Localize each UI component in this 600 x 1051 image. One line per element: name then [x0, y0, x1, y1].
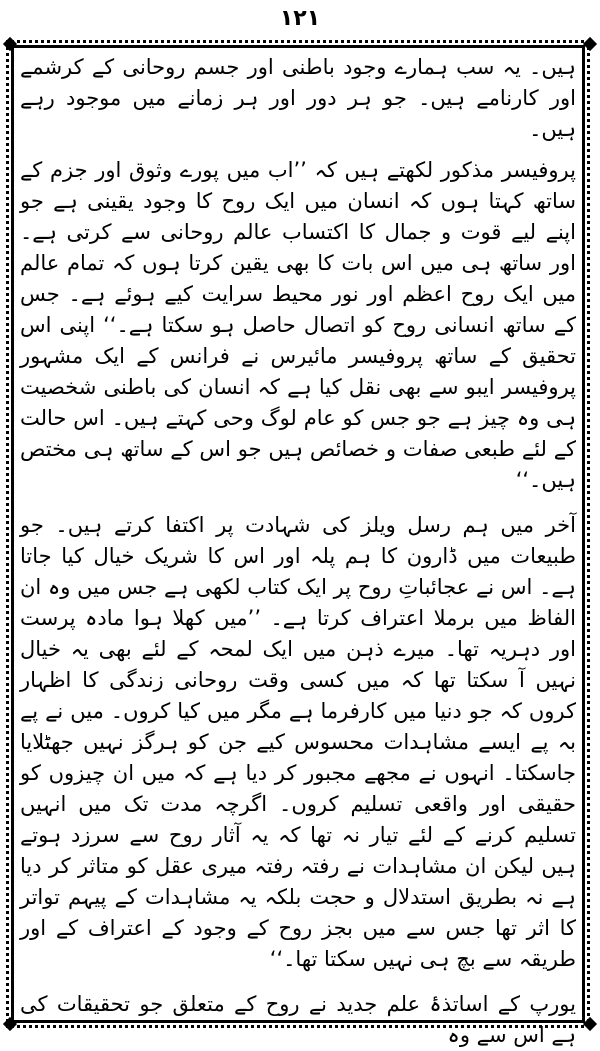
page-body — [20, 52, 576, 1047]
page-number: ۱۲۱ — [279, 6, 321, 31]
paragraph: یورپ کے اساتذۂ علم جدید نے روح کے متعلق جو تحقیقات کی ہے اس سے وہ — [20, 992, 576, 1047]
paragraph: آخر میں ہم رسل ویلز کی شہادت پر اکتفا کرتے ہیں۔ جو طبیعات میں ڈارون کا ہم پلہ اور اس کا شریک خیال کیا جاتا ہے۔ اس نے عجائباتِ روح پر ایک کتاب لکھی ہے جس میں وہ ان الفاظ میں برملا اعتراف کرتا ہے۔ ’’میں کھلا ہوا مادہ پرست اور دہریہ تھا۔ میرے ذہن میں ایک لمحہ کے لئے بھی یہ خیال نہیں آ سکتا تھا کہ میں کسی وقت روحانی زندگی کا اظہار کروں کہ جو دنیا میں کارفرما ہے مگر میں کیا کروں۔ میں نے پے بہ پے ایسے مشاہدات محسوس کیے جن کو ہرگز نہیں جھٹلایا جاسکتا۔ انہوں نے مجھے مجبور کر دیا ہے کہ میں ان چیزوں کو حقیقی اور واقعی تسلیم کروں۔ اگرچہ مدت تک میں انہیں تسلیم کرنے کے لئے تیار نہ تھا کہ یہ آثار روح سے سرزد ہوتے ہیں لیکن ان مشاہدات نے رفتہ رفتہ میری عقل کو متاثر کر دیا ہے نہ بطریق استدلال و حجت بلکہ یہ مشاہدات کے پیہم تواتر کا اثر تھا جس سے میں بجز روح کے وجود کے اعتراف کے اور طریقہ سے بچ ہی نہیں سکتا تھا۔‘‘ — [20, 513, 576, 971]
paragraph: ہیں۔ یہ سب ہمارے وجود باطنی اور جسم روحانی کے کرشمے اور کارنامے ہیں۔ جو ہر دور اور ہر زمانے میں موجود رہے ہیں۔ — [20, 55, 576, 141]
paragraph: پروفیسر مذکور لکھتے ہیں کہ ’’اب میں پورے وثوق اور جزم کے ساتھ کہتا ہوں کہ انسان میں ایک روح کا وجود یقینی ہے جو اپنے لیے قوت و جمال کا اکتساب عالم روحانی سے کرتی ہے۔ اور ساتھ ہی میں اس بات کا بھی یقین کرتا ہوں کہ تمام عالم میں ایک روح اعظم اور نور محیط سرایت کیے ہوئے ہے۔ جس کے ساتھ انسانی روح کو اتصال حاصل ہو سکتا ہے۔‘‘ اپنی اس تحقیق کے ساتھ پروفیسر مائیرس نے فرانس کے ایک مشہور پروفیسر ایبو سے بھی نقل کیا ہے کہ انسان کی باطنی شخصیت ہی وہ چیز ہے جو جس کو عام لوگ وحی کہتے ہیں۔ اس حالت کے لئے طبعی صفات و خصائص ہیں جو اس کے ساتھ ہی مختص ہیں۔‘‘ — [20, 158, 576, 492]
